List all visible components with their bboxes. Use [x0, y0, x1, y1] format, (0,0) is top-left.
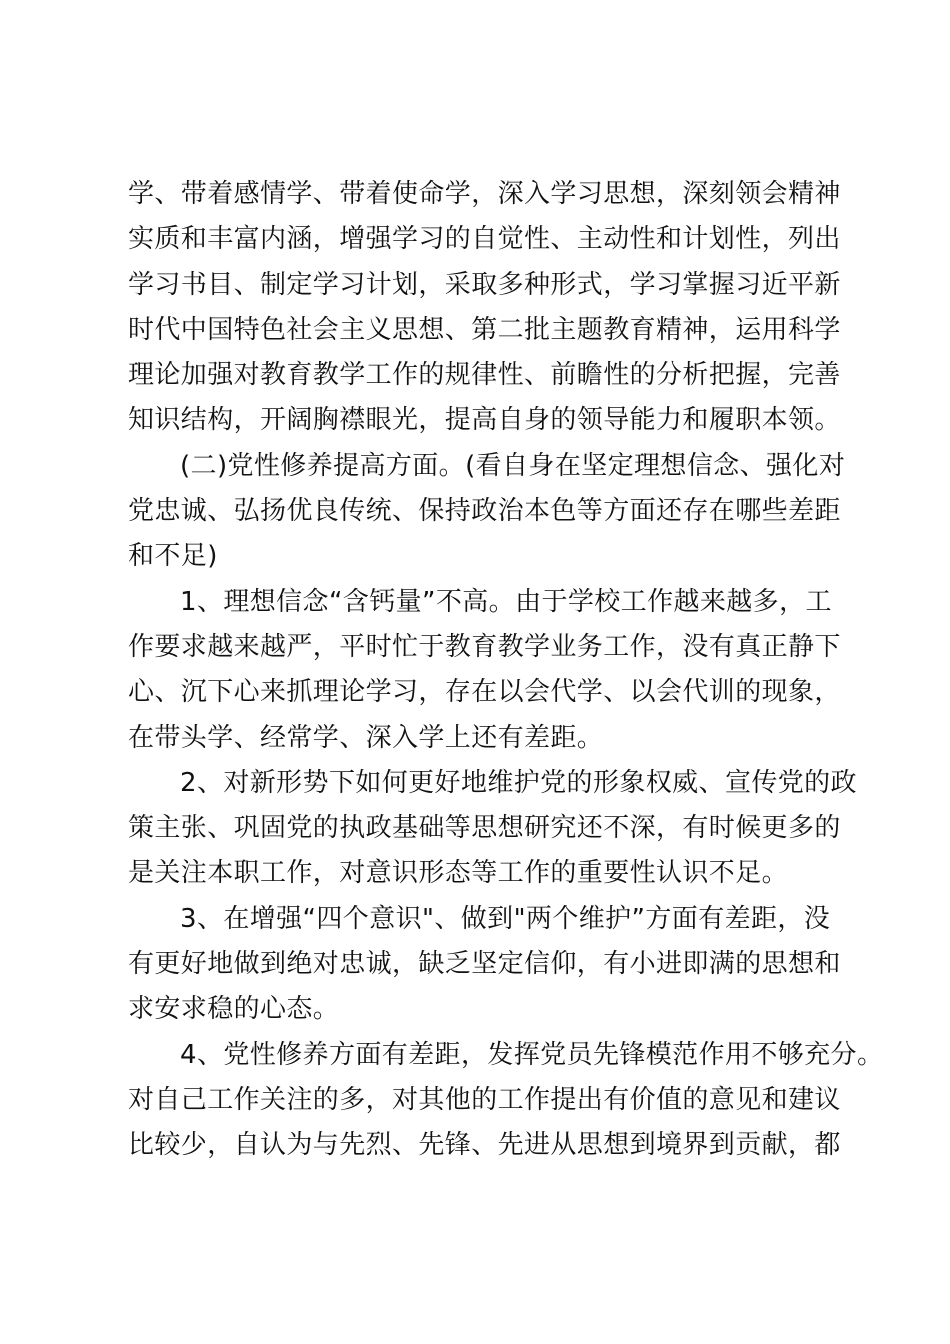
- document-body: [128, 172, 884, 1169]
- text-line: 对自己工作关注的多，对其他的工作提出有价值的意见和建议: [128, 1084, 841, 1115]
- text-line: 和不足): [128, 541, 218, 572]
- text-line: 是关注本职工作，对意识形态等工作的重要性认识不足。: [128, 858, 789, 889]
- text-line: 比较少，自认为与先烈、先锋、先进从思想到境界到贡献，都: [128, 1130, 841, 1161]
- section-heading: (二)党性修养提高方面。(看自身在坚定理想信念、强化对: [180, 450, 846, 481]
- text-line: 策主张、巩固党的执政基础等思想研究还不深，有时候更多的: [128, 813, 841, 844]
- text-line: 求安求稳的心态。: [128, 994, 340, 1025]
- text-line: 理论加强对教育教学工作的规律性、前瞻性的分析把握，完善: [128, 360, 841, 391]
- text-line: 学习书目、制定学习计划，采取多种形式，学习掌握习近平新: [128, 269, 841, 300]
- paragraph-start: 4、党性修养方面有差距，发挥党员先锋模范作用不够充分。: [180, 1039, 884, 1070]
- text-line: 心、沉下心来抓理论学习，存在以会代学、以会代训的现象，: [128, 677, 841, 708]
- text-line: 时代中国特色社会主义思想、第二批主题教育精神，运用科学: [128, 314, 841, 345]
- paragraph-start: 3、在增强“四个意识"、做到"两个维护”方面有差距，没: [180, 903, 831, 934]
- text-line: 知识结构，开阔胸襟眼光，提高自身的领导能力和履职本领。: [128, 405, 841, 436]
- paragraph-start: 1、理想信念“含钙量”不高。由于学校工作越来越多，工: [180, 586, 832, 617]
- text-line: 学、带着感情学、带着使命学，深入学习思想，深刻领会精神: [128, 179, 841, 209]
- text-line: 党忠诚、弘扬优良传统、保持政治本色等方面还存在哪些差距: [128, 496, 841, 527]
- text-line: 在带头学、经常学、深入学上还有差距。: [128, 722, 604, 753]
- text-line: 作要求越来越严，平时忙于教育教学业务工作，没有真正静下: [128, 631, 841, 662]
- paragraph-start: 2、对新形势下如何更好地维护党的形象权威、宣传党的政: [180, 767, 857, 798]
- text-line: 有更好地做到绝对忠诚，缺乏坚定信仰，有小进即满的思想和: [128, 949, 841, 980]
- text-line: 实质和丰富内涵，增强学习的自觉性、主动性和计划性，列出: [128, 224, 841, 255]
